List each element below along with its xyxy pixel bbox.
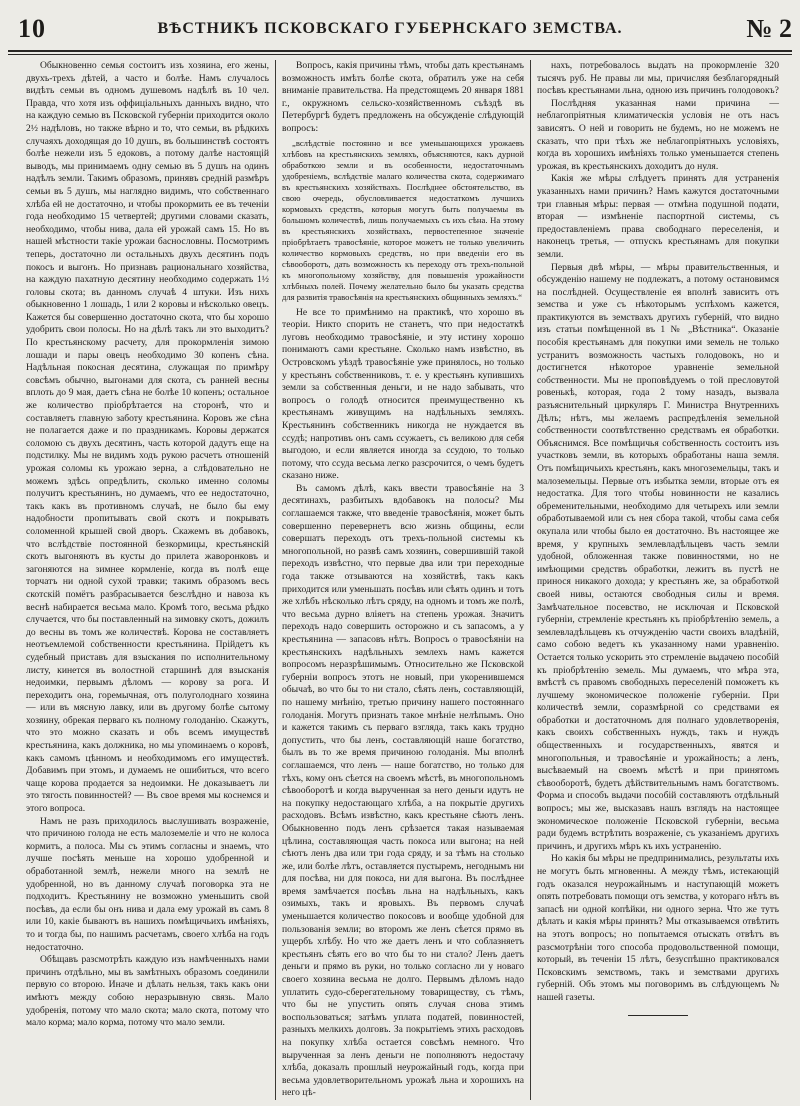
- column-1: [20, 60, 275, 1100]
- paragraph: Какія же мѣры слѣдуетъ принять для устраненія указанныхъ нами причинъ? Намъ кажутся достаточными три главныя мѣры: первая — отмѣна подушной подати, вторая — измѣненіе паспортной системы, съ предоставленіемъ права свободнаго переселенія, и наконецъ третья, — отпускъ крестьянамъ для покупки земли.: [537, 173, 779, 260]
- paragraph: Намъ не разъ приходилось выслушивать возраженіе, что причиною голода не есть малоземеліе и что не колоса кормитъ, а полоса. Мы съ этимъ согласны и знаемъ, что лучше посѣять меньше на хорошо удобренной и обработанной землѣ, нежели много на землѣ не удобренной, но въ данному случаѣ поговорка эта не подходитъ. Крестьянину не возможно уменьшить свой посѣвъ, да если бы онъ нива и дала ему урожай въ самъ 8 или 10, какіе бываютъ въ нашихъ помѣщичьихъ имѣніяхъ, то и тогда бы, по нашимъ расчетамъ, своего хлѣба на годъ недостаточно.: [26, 815, 269, 953]
- issue-number: № 2: [746, 14, 792, 43]
- paragraph: нахъ, потребовалось выдать на прокормленіе 320 тысячъ руб. Не правы ли мы, причисляя безблагорядный посѣвъ крестьянами льна, одною изъ причинъ голодовокъ?: [537, 60, 779, 97]
- masthead-title: ВѢСТНИКЪ ПСКОВСКАГО ГУБЕРНСКАГО ЗЕМСТВА.: [157, 20, 623, 37]
- paragraph: Но какія бы мѣры не предпринимались, результаты ихъ не могутъ быть мгновенны. А между тѣмъ, истекающій годъ оказался неурожайнымъ и наступающій можетъ опять потребовать помощи отъ земства, у котораго нѣтъ въ запасѣ ни одной копѣйки, ни одного зерна. Что же тутъ дѣлать и какія мѣры принять? Мы отказываемся отвѣтить на этотъ вопросъ; но попытаемся отыскать отвѣтъ въ разсмотрѣніи того способа продовольственной помощи, который, въ теченіи 15 лѣтъ, безуспѣшно практиковался Псковскимъ земствомъ, такъ и земствами другихъ губерній. Объ этомъ мы поговоримъ въ слѣдующемъ № нашей газеты.: [537, 853, 779, 1003]
- quoted-question: „вслѣдствіе постоянно и все уменьшающихся урожаевъ хлѣбовъ на крестьянскихъ земляхъ, объясняются, какъ дурной обработкою земли и въ особенности, недостаточнымъ удобреніемъ, вслѣдствіе малаго количества скота, содержимаго въ крестьянскихъ хозяйствахъ. Послѣднее обстоятельство, въ свою очередь, обусловливается недостаткомъ лучшихъ кормовыхъ средствъ, которыя могутъ быть получаемы въ большомъ количествѣ, лишь получаемыхъ съ ихъ сѣна. На этому въ крестьянскихъ хозяйствахъ, первостепенное значеніе пріобрѣтаетъ травосѣяніе, которое можетъ не только увеличить количество кормовыхъ средствъ, но при введеніи его въ сѣвооборотъ, дать возможность къ переходу отъ трехъ-польной къ многопольному хозяйству, для повышенія урожайности хлѣбныхъ полей. Почему желательно было бы указать средства для развитія травосѣянія на крестьянскихъ общинныхъ земляхъ.“: [282, 137, 524, 302]
- page-number: 10: [18, 14, 46, 43]
- paragraph: Не все то примѣнимо на практикѣ, что хорошо въ теоріи. Никто спорить не станетъ, что при недостаткѣ луговъ необходимо травосѣяніе, и эту истину хорошо понимаютъ сами крестьяне. Сколько намъ извѣстно, въ Островскомъ уѣздѣ травосѣяніе уже принялось, но только у крестьянъ собственниковъ, т. е. у крестьянъ купившихъ земли за собственныя деньги, и не надо забывать, что вопросъ о голодѣ относится преимущественно къ крестьянамъ живущимъ на надѣльныхъ земляхъ. Крестьянинъ собственникъ никогда не нуждается въ ссудѣ; напротивъ онъ самъ ссужаетъ, съ великою для себя выгодою, и если является иногда за ссудою, то только потому, что ссуда весьма легко разсрочится, о чемъ будетъ сказано ниже.: [282, 306, 524, 482]
- paragraph: Вопросъ, какія причины тѣмъ, чтобы дать крестьянамъ возможность имѣть болѣе скота, обратилъ уже на себя вниманіе правительства. На предстоящемъ 20 января 1881 г., окружномъ сельско-хозяйственномъ съѣздѣ въ Петербургѣ будетъ предложенъ на обсужденіе слѣдующій вопросъ:: [282, 60, 524, 134]
- paragraph: Послѣдняя указанная нами причина — неблагопріятныя климатическія условія не отъ насъ зависятъ. О ней и говорить не будемъ, но не можемъ не сказать, что при тѣхъ же неблагопріятныхъ условіяхъ, когда въ хорошихъ имѣніяхъ только уменьшается степень урожая, въ крестьянскихъ доходитъ до нуля.: [537, 97, 779, 172]
- column-2: [275, 60, 530, 1100]
- paragraph: Первыя двѣ мѣры, — мѣры правительственныя, и обсужденію нашему не подлежатъ, а потому остановимся на послѣдней. Осуществленіе ея вполнѣ зависитъ отъ земства и уже съ нѣкоторымъ успѣхомъ кажется, практикуются въ земствахъ другихъ губерній, что видно изъ статьи помѣщенной въ 1 № „Вѣстника“. Оказаніе пособія крестьянамъ для покупки ими земель не только устранитъ возможность частыхъ голодовокъ, но и достигнется нѣкоторое уравненіе земельной собственности. Мы не проповѣдуемъ о той пресловутой ровенькѣ, которая, года 2 тому назадъ, вызвала разъяснительный циркуляръ Г. Министра Внутреннихъ Дѣлъ; нѣтъ, мы желаемъ распредѣленія земельной собственности соотвѣтственно средствамъ ея обработки. Объяснимся. Все помѣщичья собственность состоитъ изъ участковъ земли, въ которыхъ обработаны наша земля. Отъ помѣщичьихъ крестьянъ, какъ многоземельцы, такъ и малоземельцы. Первые отъ избытка земли, вторые отъ ея недостатка. Для того чтобы новинности не казались обременительными, необходимо для четырехъ или земли обработываемой или съ нея сбора такой, чтобы сама себя окупала или чтобы было ея достаточно. Въ настоящее же время, у крупныхъ землевладѣльцевъ часть земли удобной, обложенная также повинностями, но не имѣющими средствъ обработки, лежитъ въ пустѣ не принося никакого дохода; у крестьянъ же, за обработкой своей нивы, остаются свободныя силы и время. Замѣчательное посевство, не исключая и Псковской губерніи, стремленіе крестьянъ къ пріобрѣтенію земель, а землевладѣльцевъ къ отчужденію части своихъ владѣній, само собою ведетъ къ указанному нами уравненію. Остается только ускорить это стремленіе выдачею пособій къ пріобрѣтенію земель. Мы думаемъ, что мѣра эта, вмѣстѣ съ правомъ свободныхъ переселеній поможетъ къ лучшему экономическое положеніе губерніи. При количествѣ земли, соразмѣрной со средствами ея обработки и достаточномъ для полнаго удовлетворенія, какъ своихъ собственныхъ нуждъ, такъ и нуждъ общественныхъ и государственныхъ, явятся и многопольныя, и травосѣяніе и урожайность; а ленъ, высѣваемый на своемъ мѣстѣ и при принятомъ сѣвооборотѣ, будетъ дѣйствительнымъ намъ богатствомъ. Форма и способъ выдачи пособій составляютъ отдѣльный вопросъ; мы же, высказавъ нашъ взглядъ на настоящее экономическое положеніе Псковской губерніи, весьма ради будемъ встрѣтить возраженіе, съ указаніемъ другихъ причинъ, и другихъ мѣръ къ ихъ устраненію.: [537, 261, 779, 852]
- column-3: [530, 60, 785, 1100]
- end-rule: [628, 1015, 688, 1016]
- header-rule-thin: [8, 54, 792, 55]
- paragraph: Въ самомъ дѣлѣ, какъ ввести травосѣяніе на 3 десятинахъ, разбитыхъ вдобавокъ на полосы? Мы соглашаемся также, что введеніе травосѣянія, может быть совершенно перевернетъ всю жизнь общины, если совершатъ переходъ отъ трехъ-польной системы къ многопольной, но развѣ самъ хозяинъ, совершившій такой переходъ извѣстно, что первые два или три переходные года также отзываются на хозяйствѣ, такъ какъ приходится или уменьшать посѣвъ или сѣять одинъ и тотъ же хлѣбъ нѣсколько лѣтъ сряду, на одномъ и томъ же полѣ, что весьма дурно вліяетъ на степень урожая. Значитъ переходъ надо совершить осторожно и съ запасомъ, а у крестьянина — запасовъ нѣтъ. Вопросъ о травосѣяніи на крестьянскихъ надѣльныхъ землехъ намъ кажется вопросомъ неразрѣшимымъ. Относительно же Псковской губерніи вопросъ этотъ не новый, при укоренившемся обычаѣ, во что бы то ни стало, сѣять ленъ, составляющій, по нашему мнѣнію, третью причину нашего постояннаго голоданія. Могутъ признать такое мнѣніе нелѣпымъ. Оно и кажется такимъ съ перваго взгляда, такъ какъ трудно допустить, что бы ленъ, составляющій наше богатство, былъ въ то же время причиною голоданія. Мы вполнѣ соглашаемся, что ленъ — наше богатство, но только для тѣхъ, кому онъ сѣется на своемъ мѣстѣ, въ многопольномъ сѣвооборотѣ и когда вырученная за него деньги идутъ не на покупку недостающаго хлѣба, а на покрытіе другихъ расходовъ. Всѣмъ извѣстно, какъ крестьяне сѣютъ ленъ. Обыкновенно подъ ленъ срѣзается такая называемая цѣлина, составляющая часть покоса или выгона; на ней сѣютъ ленъ два или три года сряду, и за тѣмъ на столько же, или болѣе лѣтъ, оставляется пустыремъ, негоднымъ ни для посѣва, ни для покоса, ни для выгона. Въ послѣднее время замѣчается посѣвъ льна на надѣльныхъ, какъ озимыхъ, такъ и яровыхъ. Въ первомъ случаѣ уменьшается количество покосовъ и вообще удобной для пользованія земли; во второмъ же ленъ сѣется прямо въ ущербъ хлѣбу. Но что же даетъ ленъ и что соблазняетъ крестьянъ сѣять его во что бы то ни стало? Ленъ даетъ деньги и прямо въ руки, но только согласно ли у новаго своего хозяина весьма не долго. Первымъ дѣломъ надо уплатить судо-сберегательному товариществу, съ тѣмъ, что бы не упустить опять случая снова этимъ воспользоваться; затѣмъ уплата податей, повинностей, разныхъ мелкихъ долговъ. За покрытіемъ этихъ расходовъ на покупку хлѣба остается совсѣмъ немного. Что вырученная за ленъ деньги не пополняютъ недостачу хлѣба, доказалъ прошлый неурожайный годъ, когда при весьма удовлетворительномъ урожаѣ льна и хорошихъ на него цѣ-: [282, 482, 524, 1099]
- paragraph: Обѣщавъ разсмотрѣть каждую изъ намѣченныхъ нами причинъ отдѣльно, мы въ замѣтныхъ образомъ соединили первую со второю. Иначе и дѣлать нельзя, такъ какъ они имѣютъ между собою неразрывную связь. Мало удобренія, потому что мало скота; мало скота, потому что мало корма; мало корма, потому что мало земли.: [26, 954, 269, 1029]
- header-rule: [8, 50, 792, 52]
- article-columns: [20, 60, 786, 1100]
- paragraph: Обыкновенно семья состоитъ изъ хозяина, его жены, двухъ-трехъ дѣтей, а часто и болѣе. Намъ случалось видѣть семьи въ одномъ душевомъ надѣлѣ въ 10 чел. Правда, что хотя изъ оффиціальныхъ данныхъ видно, что на каждую семью въ Псковской губерніи приходится около 2½ надѣловъ, но также вѣрно и то, что семьи, въ рѣдкихъ случаяхъ доходящая до 10 душъ, въ большинствѣ состоятъ болѣе нежели изъ 5 едоковъ, а потому далѣе настоящій выводъ, мы принимаемъ одну семью въ 5 душъ на одинъ надѣлъ земли. Такимъ образомъ, принявъ средній размѣръ семьи въ 5 душъ, мы наглядно видимъ, что собственнаго хлѣба ей не достаточно, и чтобы прокормить ее въ теченіи года необходимо 15 четвертей; другими словами сказать, необходимо, чтобы нива, дала ей урожай самъ 15. Но въ нашей мѣстности такіе урожаи баснословны. Посмотримъ теперь, достаточно ли остальныхъ двухъ десятинъ подъ покосъ и выгонъ. Но признавъ рациональнаго хозяйства, на каждую пахатную десятину необходимо содержать 1½ головы скота; въ данномъ случаѣ 4 штуки. Изъ нихъ обыкновенно 1 лошадь, 1 или 2 коровы и нѣсколько овецъ. Кажется бы совершенно достаточно скота, что бы хорошо удобрить свои полосы. Но на дѣлѣ такъ ли это выходитъ? По крестьянскому расчету, для прокормленія зимою лошади и пары овецъ необходимо 30 копенъ сѣна. Надѣльная покосная десятина, служащая по примѣру совсѣмъ обычно, выгонами для скота, съ ранней весны вплоть до 9 мая, даетъ сѣна не болѣе 10 копенъ; остальное же количество пріобрѣтается на сторонѣ, что и составляетъ главную заботу крестьянина. Коровъ же сѣна не полагается даже и по праздникамъ. Коровы держатся соломою съ двухъ десятинъ, часть которой дадутъ еще на подстилку. Мы не видимъ ходъ рукою расчетъ отношеній урожая соломы къ урожаю зерна, а слѣдовательно не можемъ здѣсь опредѣлить, сколько именно соломы получитъ крестьянинъ, но думаемъ, что ее недостаточно, такъ какъ въ противномъ случаѣ, не было бы ему надобности пропитывать свой скотъ и покрывать соломенной крышей свой дворъ. Скажемъ въ добавокъ, что вслѣдствіе постоянной безкормицы, крестьянскій скотъ выгоняютъ въ кусты до прилета жаворонковъ и загоняются на зимнее кормленіе, когда въ полѣ еще торчатъ ни одной сухой травки; такимъ образомъ весь скотскій помётъ разбрасывается безслѣдно и навоза къ веснѣ набирается весьма мало. Кромѣ того, весьма рѣдко случается, что бы поставленный на зимовку скотъ, дожилъ до весны въ томъ же количествѣ. Корова не составляетъ неотъемлемой собственности крестьянина. Прійдетъ къ судебный приставъ для взыскания по исполнительному листу, кинется въ волостной старшинѣ для взысканія недоимки, первымъ дѣломъ — корову за рога. И переходитъ она, горемычная, отъ полуголоднаго хозяина — или въ мясную лавку, или въ другому болѣе сытому хозяину, обрекая перваго къ полному голоданію. Скажутъ, что это можно сказать и объ всемъ имуществѣ крестьянина, какъ должника, но мы упоминаемъ о коровѣ, какъ самомъ цѣнномъ и необходимомъ его имуществѣ. Добавимъ при этомъ, и думаемъ не ошибиться, что всего чаще корова продается за недоимки. Не доказываетъ ли это тягость повинностей? — Въ свое время мы коснемся и этого вопроса.: [26, 60, 269, 815]
- page-header: [8, 14, 792, 50]
